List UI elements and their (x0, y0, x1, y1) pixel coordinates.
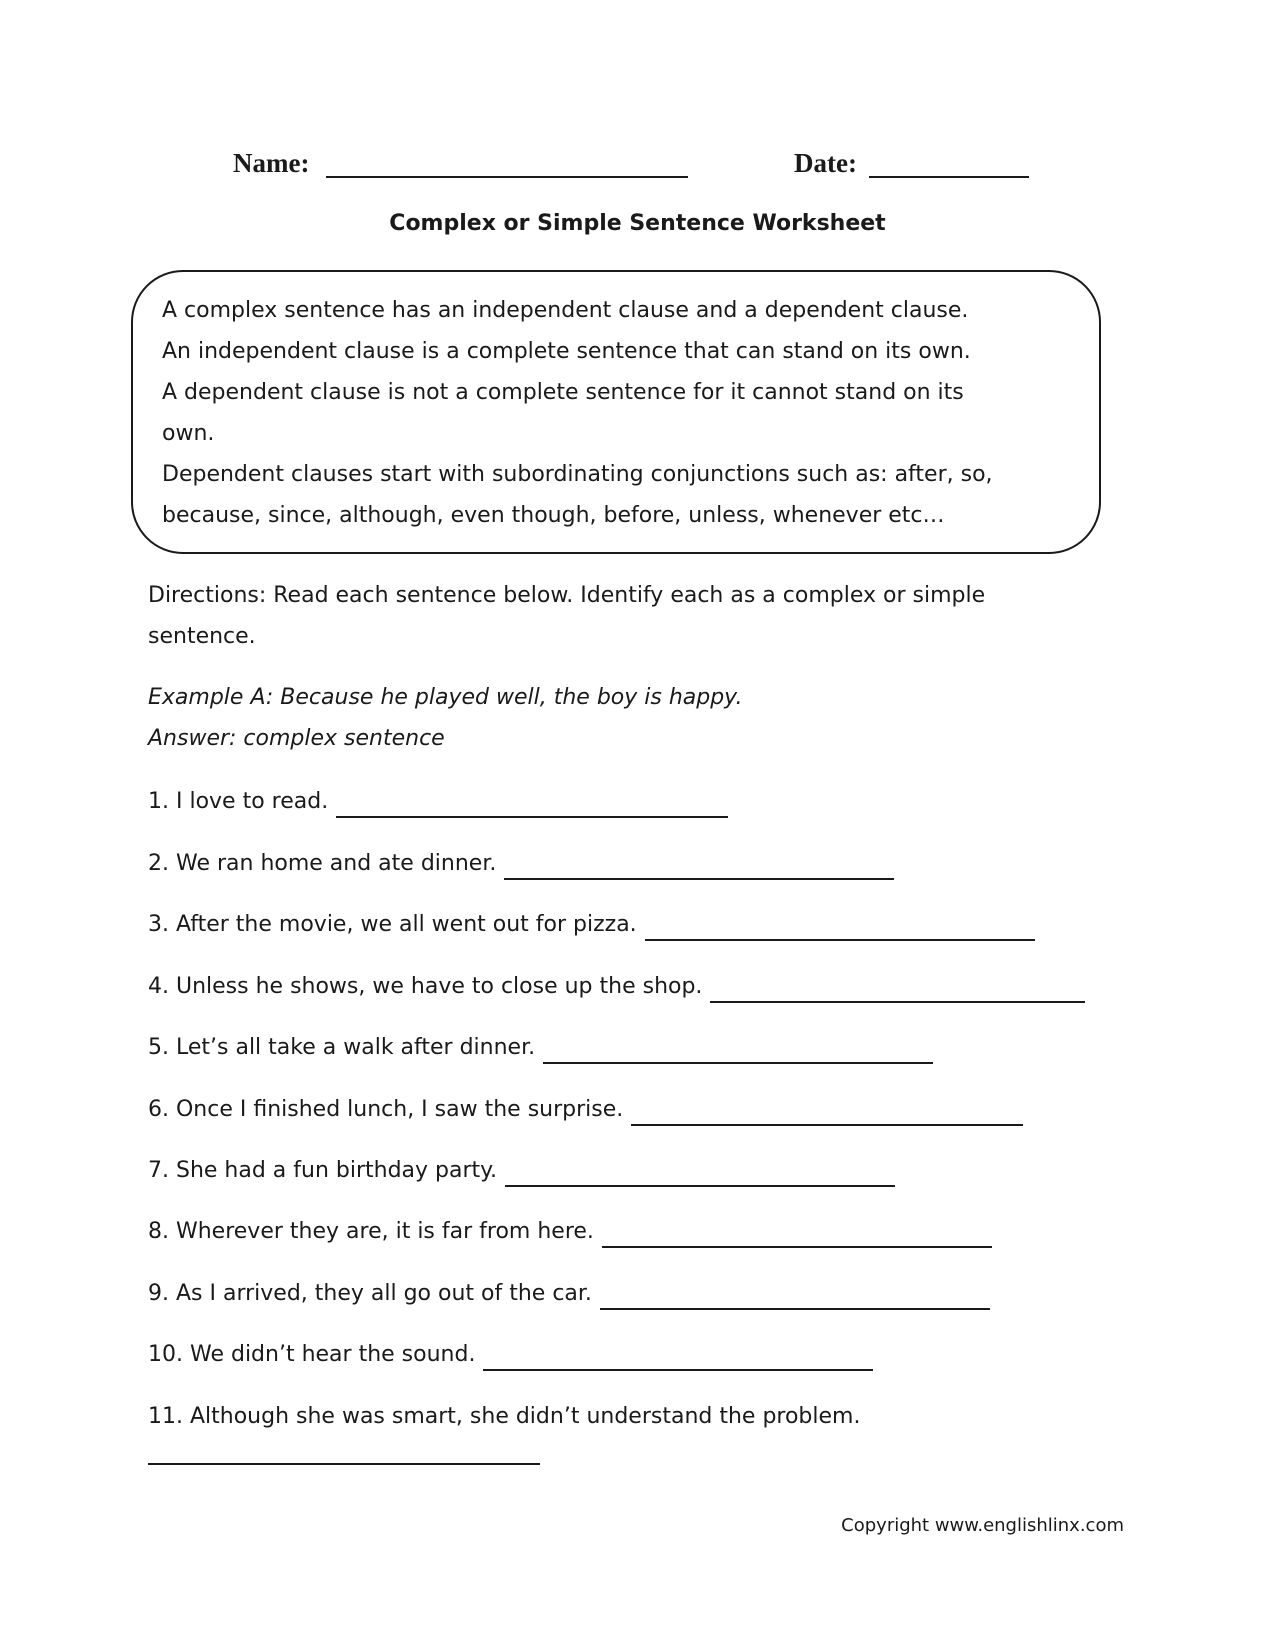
date-label: Date: (794, 148, 857, 178)
answer-blank[interactable] (602, 1222, 992, 1248)
question-text: 2. We ran home and ate dinner. (148, 851, 497, 876)
question-row (148, 1216, 992, 1248)
question-text: 10. We didn’t hear the sound. (148, 1342, 476, 1367)
question-row (148, 1032, 933, 1064)
question-row (148, 1094, 1023, 1126)
question-row (148, 786, 728, 818)
answer-blank[interactable] (483, 1345, 873, 1371)
answer-blank[interactable] (631, 1100, 1023, 1126)
answer-blank[interactable] (710, 977, 1085, 1003)
definition-line: An independent clause is a complete sentence that can stand on its own. (162, 339, 971, 364)
question-text: 5. Let’s all take a walk after dinner. (148, 1035, 536, 1060)
name-field[interactable] (326, 176, 688, 178)
definition-line: Dependent clauses start with subordinating conjunctions such as: after, so, (162, 462, 993, 487)
copyright-text: Copyright www.englishlinx.com (841, 1515, 1124, 1536)
definition-line: A complex sentence has an independent clause and a dependent clause. (162, 298, 969, 323)
definition-line: because, since, although, even though, before, unless, whenever etc… (162, 503, 945, 528)
question-row (148, 909, 1035, 941)
question-text: 7. She had a fun birthday party. (148, 1158, 498, 1183)
question-text: 4. Unless he shows, we have to close up the shop. (148, 974, 703, 999)
question-row (148, 971, 1085, 1003)
question-text: 1. I love to read. (148, 789, 329, 814)
question-text: 8. Wherever they are, it is far from here. (148, 1219, 594, 1244)
answer-blank[interactable] (336, 792, 728, 818)
date-field[interactable] (869, 176, 1029, 178)
name-label: Name: (233, 148, 310, 178)
question-row (148, 1278, 990, 1310)
worksheet-title: Complex or Simple Sentence Worksheet (389, 211, 886, 236)
directions-line: Directions: Read each sentence below. Identify each as a complex or simple (148, 583, 986, 608)
definition-line: own. (162, 421, 215, 446)
question-row (148, 1339, 873, 1371)
example-answer: Answer: complex sentence (148, 726, 445, 751)
question-row (148, 1401, 860, 1433)
question-text: 6. Once I finished lunch, I saw the surprise. (148, 1097, 624, 1122)
answer-blank[interactable] (600, 1284, 990, 1310)
question-row (148, 1155, 895, 1187)
answer-blank[interactable] (148, 1463, 540, 1465)
answer-blank[interactable] (504, 854, 894, 880)
answer-blank[interactable] (645, 915, 1035, 941)
answer-blank[interactable] (505, 1161, 895, 1187)
example-sentence: Example A: Because he played well, the boy is happy. (148, 685, 743, 710)
directions-line: sentence. (148, 624, 256, 649)
question-text: 9. As I arrived, they all go out of the car. (148, 1281, 592, 1306)
question-text: 3. After the movie, we all went out for pizza. (148, 912, 637, 937)
definition-line: A dependent clause is not a complete sentence for it cannot stand on its (162, 380, 964, 405)
answer-blank[interactable] (543, 1038, 933, 1064)
question-row (148, 848, 894, 880)
question-text: 11. Although she was smart, she didn’t understand the problem. (148, 1404, 861, 1429)
